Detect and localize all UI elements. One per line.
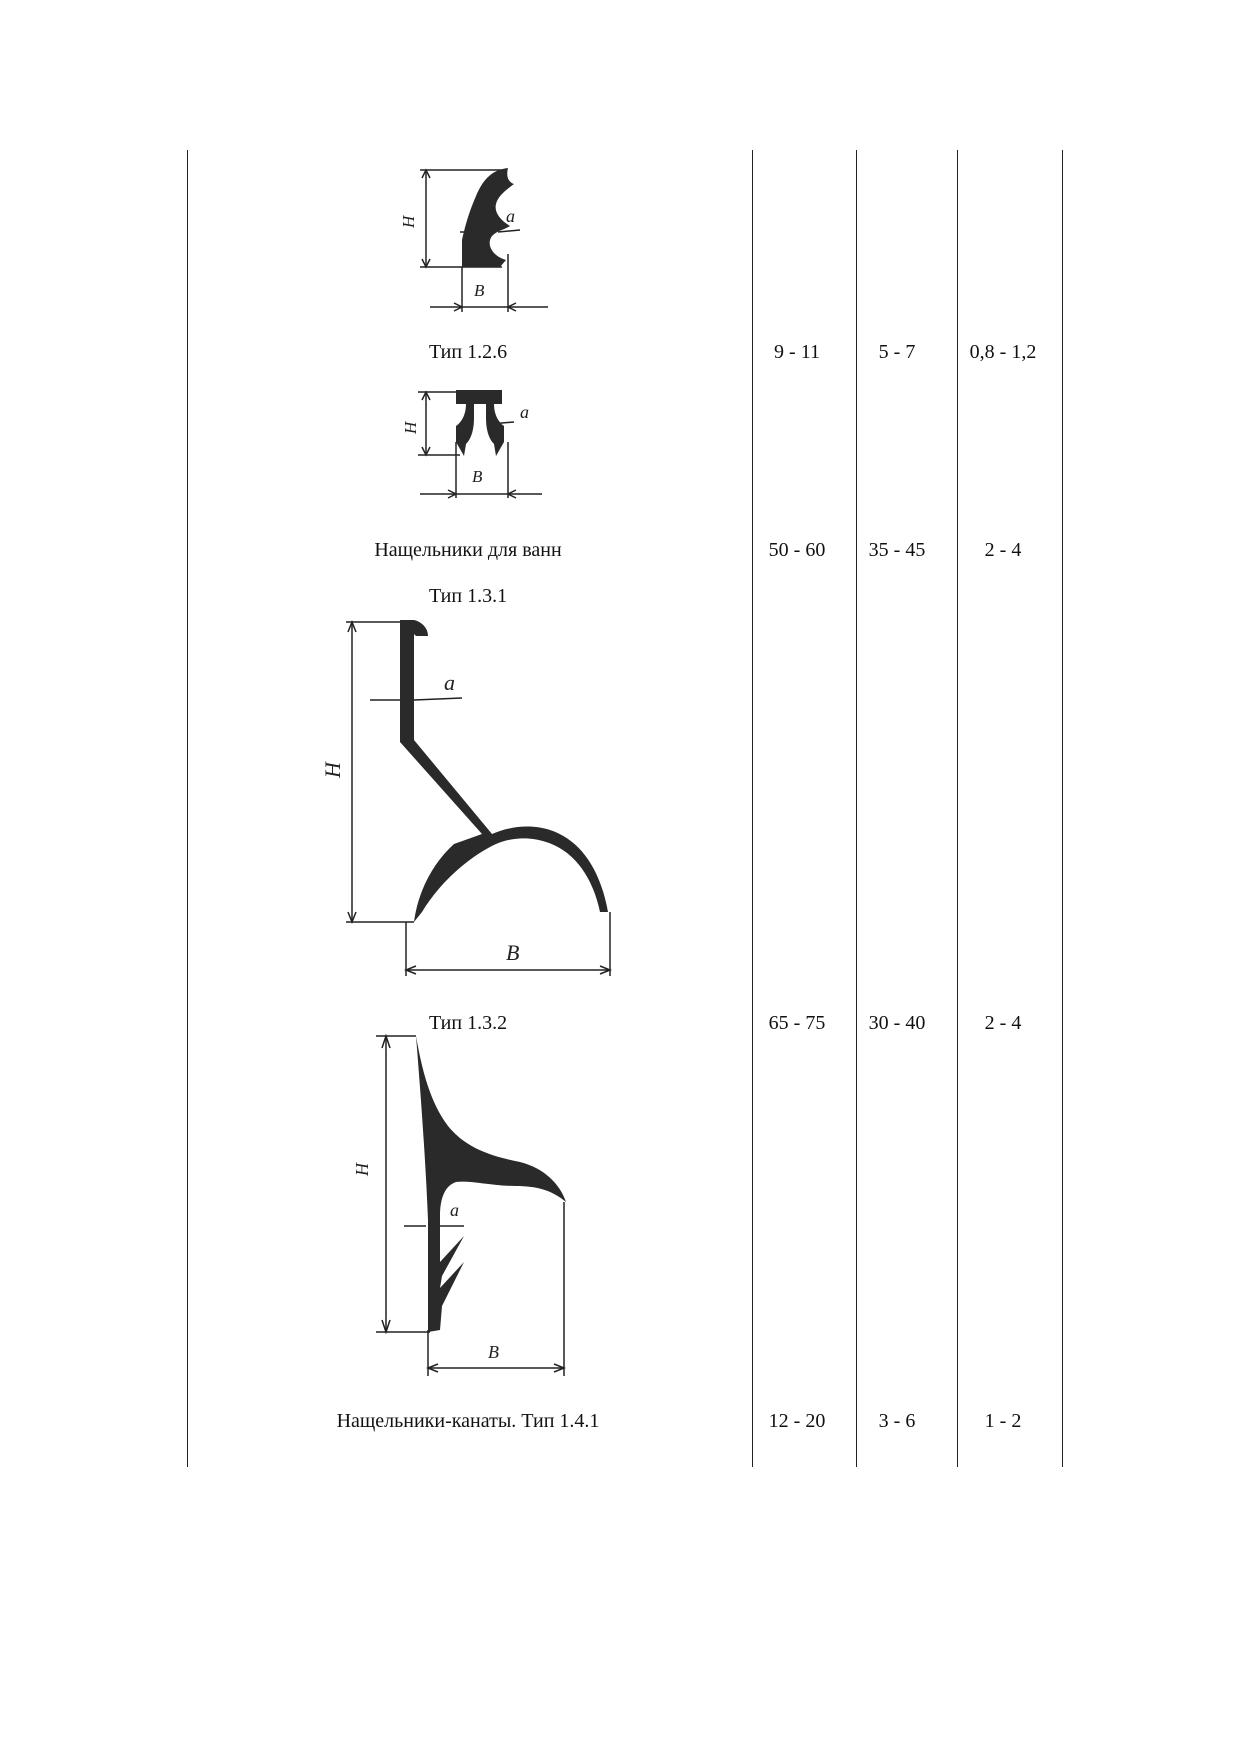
table-cell-col3: 0,8 - 1,2 bbox=[969, 341, 1037, 363]
profile-drawing-type-1-3-2 bbox=[352, 1030, 600, 1390]
table-divider-2 bbox=[856, 150, 857, 1467]
row-caption: Нащельники для ванн bbox=[374, 539, 562, 561]
row-caption: Тип 1.3.1 bbox=[428, 585, 508, 607]
profile-drawing-type-1-2-6 bbox=[390, 160, 560, 320]
table-border-right bbox=[1062, 150, 1063, 1467]
table-border-left bbox=[187, 150, 188, 1467]
profile-drawing-bath-strip bbox=[390, 382, 550, 502]
table-cell-col1: 9 - 11 bbox=[774, 341, 820, 363]
table-cell-col3: 2 - 4 bbox=[984, 1012, 1022, 1034]
row-caption: Тип 1.2.6 bbox=[428, 341, 508, 363]
table-cell-col1: 65 - 75 bbox=[768, 1012, 826, 1034]
table-cell-col1: 50 - 60 bbox=[768, 539, 826, 561]
row-caption: Нащельники-канаты. Тип 1.4.1 bbox=[336, 1410, 600, 1432]
table-divider-3 bbox=[957, 150, 958, 1467]
table-cell-col2: 5 - 7 bbox=[878, 341, 916, 363]
profile-drawing-type-1-3-1 bbox=[310, 612, 630, 992]
row-caption: Тип 1.3.2 bbox=[428, 1012, 508, 1034]
table-cell-col3: 1 - 2 bbox=[984, 1410, 1022, 1432]
profile-shape-1-3-2 bbox=[416, 1036, 566, 1332]
svg-text:H: H bbox=[352, 1163, 372, 1176]
svg-text:a: a bbox=[506, 206, 515, 226]
table-cell-col2: 35 - 45 bbox=[868, 539, 926, 561]
svg-text:B: B bbox=[488, 1342, 499, 1362]
svg-text:a: a bbox=[444, 670, 455, 695]
profile-shape-bath-strip bbox=[456, 390, 504, 456]
svg-text:a: a bbox=[450, 1200, 459, 1220]
svg-text:a: a bbox=[520, 402, 529, 422]
svg-text:H: H bbox=[399, 215, 418, 228]
svg-text:B: B bbox=[474, 281, 485, 300]
table-cell-col3: 2 - 4 bbox=[984, 539, 1022, 561]
table-cell-col1: 12 - 20 bbox=[768, 1410, 826, 1432]
table-cell-col2: 3 - 6 bbox=[878, 1410, 916, 1432]
profile-shape-1-3-1 bbox=[400, 620, 608, 922]
table-cell-col2: 30 - 40 bbox=[868, 1012, 926, 1034]
table-divider-1 bbox=[752, 150, 753, 1467]
svg-text:H: H bbox=[401, 421, 420, 434]
svg-text:B: B bbox=[472, 467, 483, 486]
svg-text:H: H bbox=[320, 762, 345, 778]
svg-text:B: B bbox=[506, 940, 520, 965]
